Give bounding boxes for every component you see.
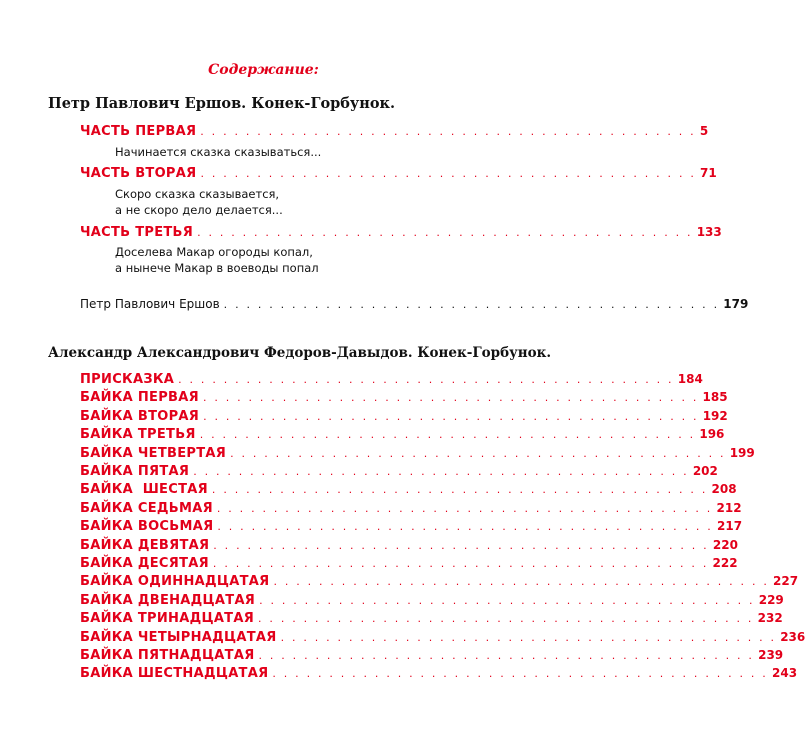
- leader-dots: . . . . . . . . . . . . . . . . . . . . . . . . . . . . . . . . . . . . . . . . . . . .: [193, 465, 689, 478]
- leader-dots: . . . . . . . . . . . . . . . . . . . . . . . . . . . . . . . . . . . . . . . . . . . .: [217, 520, 713, 534]
- toc-entry[interactable]: [80, 445, 755, 461]
- toc-entry-label: ПРИСКАЗКА: [80, 372, 175, 387]
- leader-dots: . . . . . . . . . . . . . . . . . . . . . . . . . . . . . . . . . . . . . . . . . . . .: [203, 409, 699, 423]
- toc-entry-label: Петр Павлович Ершов: [80, 297, 220, 311]
- page-title: Содержание:: [208, 62, 319, 78]
- toc-entry-subtitle: [115, 144, 321, 160]
- toc-entry-page: 192: [702, 408, 728, 423]
- toc-entry[interactable]: [80, 427, 725, 443]
- toc-entry[interactable]: [80, 574, 799, 590]
- toc-entry-label: БАЙКА ЧЕТЫРНАДЦАТАЯ: [80, 629, 277, 645]
- toc-entry-label: БАЙКА ДЕВЯТАЯ: [80, 537, 210, 553]
- leader-dots: . . . . . . . . . . . . . . . . . . . . . . . . . . . . . . . . . . . . . . . . . . . .: [280, 630, 777, 644]
- toc-entry-label: БАЙКА ПЯТАЯ: [80, 464, 190, 479]
- leader-dots: . . . . . . . . . . . . . . . . . . . . . . . . . . . . . . . . . . . . . . . . . . . .: [197, 226, 693, 239]
- toc-entry-page: 179: [723, 297, 749, 311]
- leader-dots: . . . . . . . . . . . . . . . . . . . . . . . . . . . . . . . . . . . . . . . . . . . .: [202, 391, 699, 405]
- toc-entry[interactable]: [80, 592, 784, 608]
- section-heading-fedorov-davydov: Александр Александрович Федоров-Давыдов. Конек-Горбунок.: [48, 345, 552, 361]
- toc-entry-page: 133: [696, 225, 722, 239]
- leader-dots: . . . . . . . . . . . . . . . . . . . . . . . . . . . . . . . . . . . . . . . . . . . .: [178, 373, 674, 386]
- toc-entry-page: 202: [692, 464, 718, 478]
- toc-entry-page: 199: [729, 445, 755, 460]
- toc-entry[interactable]: [80, 556, 738, 571]
- toc-entry[interactable]: [80, 482, 737, 498]
- toc-entry-page: 222: [712, 556, 738, 570]
- toc-entry-page: 71: [700, 166, 717, 180]
- leader-dots: . . . . . . . . . . . . . . . . . . . . . . . . . . . . . . . . . . . . . . . . . . . .: [200, 125, 696, 138]
- toc-entry[interactable]: [80, 611, 783, 627]
- subtitle-line: Скоро сказка сказывается,: [115, 187, 280, 201]
- toc-entry[interactable]: [80, 629, 805, 645]
- toc-entry[interactable]: [80, 537, 738, 553]
- toc-entry[interactable]: [80, 464, 718, 479]
- toc-entry-page: 208: [711, 482, 737, 497]
- section-heading-ershov: Петр Павлович Ершов. Конек-Горбунок.: [48, 95, 396, 112]
- leader-dots: . . . . . . . . . . . . . . . . . . . . . . . . . . . . . . . . . . . . . . . . . . . .: [200, 167, 697, 180]
- leader-dots: . . . . . . . . . . . . . . . . . . . . . . . . . . . . . . . . . . . . . . . . . . . .: [216, 501, 713, 515]
- toc-entry-page: 220: [712, 537, 738, 552]
- toc-entry-subtitle: [115, 186, 283, 218]
- toc-entry-subtitle: [115, 244, 319, 276]
- toc-entry[interactable]: [80, 648, 784, 663]
- leader-dots: . . . . . . . . . . . . . . . . . . . . . . . . . . . . . . . . . . . . . . . . . . . .: [213, 538, 709, 552]
- toc-entry-page: 5: [699, 124, 709, 138]
- subtitle-line: Доселева Макар огороды копал,: [115, 245, 313, 259]
- toc-entry-label: БАЙКА ПЯТНАДЦАТАЯ: [80, 648, 255, 663]
- toc-entry-page: 184: [677, 372, 703, 386]
- toc-entry[interactable]: [80, 372, 703, 387]
- leader-dots: . . . . . . . . . . . . . . . . . . . . . . . . . . . . . . . . . . . . . . . . . . . .: [230, 446, 726, 460]
- leader-dots: . . . . . . . . . . . . . . . . . . . . . . . . . . . . . . . . . . . . . . . . . . . .: [258, 612, 754, 626]
- toc-entry-label: БАЙКА ДВЕНАДЦАТАЯ: [80, 592, 256, 608]
- toc-entry-label: ЧАСТЬ ВТОРАЯ: [80, 166, 197, 181]
- toc-entry-label: БАЙКА ОДИННАДЦАТАЯ: [80, 574, 270, 590]
- leader-dots: . . . . . . . . . . . . . . . . . . . . . . . . . . . . . . . . . . . . . . . . . . . .: [259, 593, 755, 607]
- toc-entry[interactable]: [80, 166, 717, 181]
- toc-entry-label: БАЙКА ПЕРВАЯ: [80, 390, 199, 406]
- subtitle-line: а нынече Макар в воеводы попал: [115, 261, 319, 275]
- toc-entry[interactable]: [80, 225, 722, 240]
- toc-entry-page: 232: [757, 611, 783, 626]
- toc-entry-page: 229: [758, 592, 784, 607]
- toc-entry-label: БАЙКА СЕДЬМАЯ: [80, 500, 213, 516]
- leader-dots: . . . . . . . . . . . . . . . . . . . . . . . . . . . . . . . . . . . . . . . . . . . .: [223, 298, 720, 311]
- toc-entry-label: БАЙКА ЧЕТВЕРТАЯ: [80, 445, 227, 461]
- toc-entry[interactable]: [80, 297, 749, 311]
- toc-entry-page: 217: [717, 519, 743, 534]
- toc-entry[interactable]: [80, 408, 728, 424]
- toc-entry-page: 243: [772, 666, 798, 681]
- subtitle-line: Начинается сказка сказываться...: [115, 145, 322, 159]
- toc-entry-label: БАЙКА ТРЕТЬЯ: [80, 427, 196, 443]
- toc-entry-page: 239: [758, 648, 784, 662]
- toc-entry-label: БАЙКА ШЕСТНАДЦАТАЯ: [80, 666, 269, 682]
- toc-entry[interactable]: [80, 390, 728, 406]
- toc-entry-page: 212: [716, 500, 742, 515]
- toc-entry-label: БАЙКА ДЕСЯТАЯ: [80, 556, 209, 571]
- leader-dots: . . . . . . . . . . . . . . . . . . . . . . . . . . . . . . . . . . . . . . . . . . . .: [211, 483, 708, 497]
- leader-dots: . . . . . . . . . . . . . . . . . . . . . . . . . . . . . . . . . . . . . . . . . . . .: [212, 557, 709, 570]
- toc-entry-page: 196: [699, 427, 725, 442]
- toc-entry-label: БАЙКА ВОСЬМАЯ: [80, 519, 214, 535]
- leader-dots: . . . . . . . . . . . . . . . . . . . . . . . . . . . . . . . . . . . . . . . . . . . .: [199, 428, 696, 442]
- toc-entry-page: 227: [773, 574, 799, 589]
- subtitle-line: а не скоро дело делается...: [115, 203, 283, 217]
- leader-dots: . . . . . . . . . . . . . . . . . . . . . . . . . . . . . . . . . . . . . . . . . . . .: [272, 667, 768, 681]
- leader-dots: . . . . . . . . . . . . . . . . . . . . . . . . . . . . . . . . . . . . . . . . . . . .: [258, 649, 755, 662]
- toc-entry[interactable]: [80, 666, 798, 682]
- toc-entry[interactable]: [80, 500, 742, 516]
- toc-entry-page: 236: [780, 629, 805, 644]
- toc-entry-label: ЧАСТЬ ТРЕТЬЯ: [80, 225, 194, 240]
- leader-dots: . . . . . . . . . . . . . . . . . . . . . . . . . . . . . . . . . . . . . . . . . . . .: [273, 575, 770, 589]
- toc-entry-page: 185: [702, 390, 728, 405]
- toc-entry-label: БАЙКА ТРИНАДЦАТАЯ: [80, 611, 255, 627]
- toc-entry-label: ЧАСТЬ ПЕРВАЯ: [80, 124, 197, 139]
- toc-entry[interactable]: [80, 124, 709, 139]
- toc-entry-label: БАЙКА ВТОРАЯ: [80, 408, 200, 424]
- toc-entry[interactable]: [80, 519, 743, 535]
- toc-entry-label: БАЙКА ШЕСТАЯ: [80, 482, 208, 498]
